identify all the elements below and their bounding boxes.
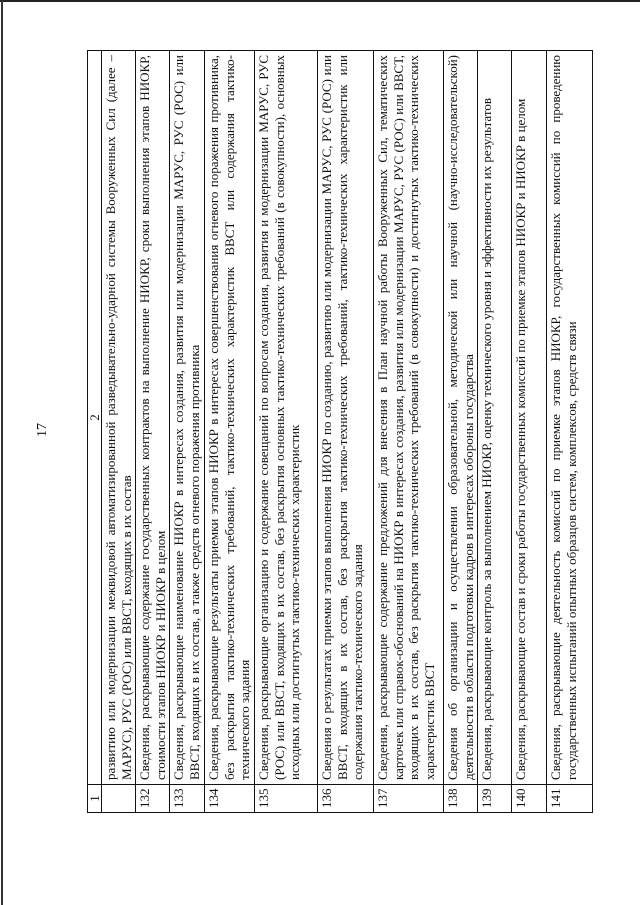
- table-row: [444, 51, 478, 813]
- page-number: 17: [35, 423, 50, 437]
- table-row: [205, 51, 255, 813]
- row-number: 132: [136, 785, 170, 813]
- rotated-page-content: [87, 50, 596, 813]
- row-number: 141: [547, 785, 593, 813]
- classified-info-table: [87, 50, 593, 813]
- table-row: [136, 51, 170, 813]
- row-number: [102, 785, 136, 813]
- row-text: Сведения, раскрывающие состав и сроки работы государственных комиссий по приемке этапов НИОКР и НИОКР в целом: [512, 51, 547, 785]
- row-text: Сведения о результатах приемки этапов выполнения НИОКР по созданию, развитию или модернизации МАРУС, РУС (РОС) или ВВСТ, входящих в их состав, без раскрытия тактико-технических требований, тактико-технических характеристик или содержания тактико-технического задания: [318, 51, 374, 785]
- row-number: 137: [374, 785, 444, 813]
- table-row: [170, 51, 205, 813]
- row-text: развитию или модернизации межвидовой автоматизированной разведывательно-ударной системы Вооруженных Сил (далее – МАРУС), РУС (РОС) или ВВСТ, входящих в их состав: [102, 51, 136, 785]
- table-row: [478, 51, 512, 813]
- row-number: 135: [255, 785, 318, 813]
- row-text: Сведения, раскрывающие содержание государственных контрактов на выполнение НИОКР, сроки выполнения этапов НИОКР, стоимости этапов НИОКР и НИОКР в целом: [136, 51, 170, 785]
- table-row: [512, 51, 547, 813]
- table-row: [547, 51, 593, 813]
- row-number: 133: [170, 785, 205, 813]
- row-number: 140: [512, 785, 547, 813]
- row-number: 139: [478, 785, 512, 813]
- table-row-continuation: [102, 51, 136, 813]
- row-text: Сведения, раскрывающие наименование НИОКР в интересах создания, развития или модернизации МАРУС, РУС (РОС) или ВВСТ, входящих в их состав, а также средств огневого поражения противника: [170, 51, 205, 785]
- table-row: [374, 51, 444, 813]
- row-text: Сведения, раскрывающие контроль за выполнением НИОКР, оценку технического уровня и эффективности их результатов: [478, 51, 512, 785]
- row-number: 134: [205, 785, 255, 813]
- row-number: 138: [444, 785, 478, 813]
- scan-edge-left: [1, 0, 3, 905]
- header-col-2: 2: [88, 51, 102, 785]
- table-header-row: [88, 51, 102, 813]
- table-row: [255, 51, 318, 813]
- row-text: Сведения, раскрывающие результаты приемки этапов НИОКР в интересах совершенствования огневого поражения противника, без раскрытия тактико-технических требований, тактико-технических характеристик ВВСТ или содержания тактико-технического задания: [205, 51, 255, 785]
- row-text: Сведения об организации и осуществлении образовательной, методической или научной (научно-исследовательской) деятельности в области подготовки кадров в интересах обороны государства: [444, 51, 478, 785]
- scan-edge-top: [0, 0, 640, 2]
- header-col-1: 1: [88, 785, 102, 813]
- row-text: Сведения, раскрывающие организацию и содержание совещаний по вопросам создания, развития и модернизации МАРУС, РУС (РОС) или ВВСТ, входящих в их состав, без раскрытия основных тактико-технических требований (в совокупности), основных исходных или достигнутых тактико-технических характеристик: [255, 51, 318, 785]
- row-number: 136: [318, 785, 374, 813]
- table-row: [318, 51, 374, 813]
- row-text: Сведения, раскрывающие деятельность комиссий по приемке этапов НИОКР, государственных комиссий по проведению государственных испытаний опытных образцов систем, комплексов, средств связи: [547, 51, 593, 785]
- row-text: Сведения, раскрывающие содержание предложений для внесения в План научной работы Вооруженных Сил, тематических карточек или справок-обоснований на НИОКР в интересах создания, развития или модернизации МАРУС, РУС (РОС) или ВВСТ, входящих в их состав, без раскрытия тактико-технических требований (в совокупности) и достигнутых тактико-технических характеристик ВВСТ: [374, 51, 444, 785]
